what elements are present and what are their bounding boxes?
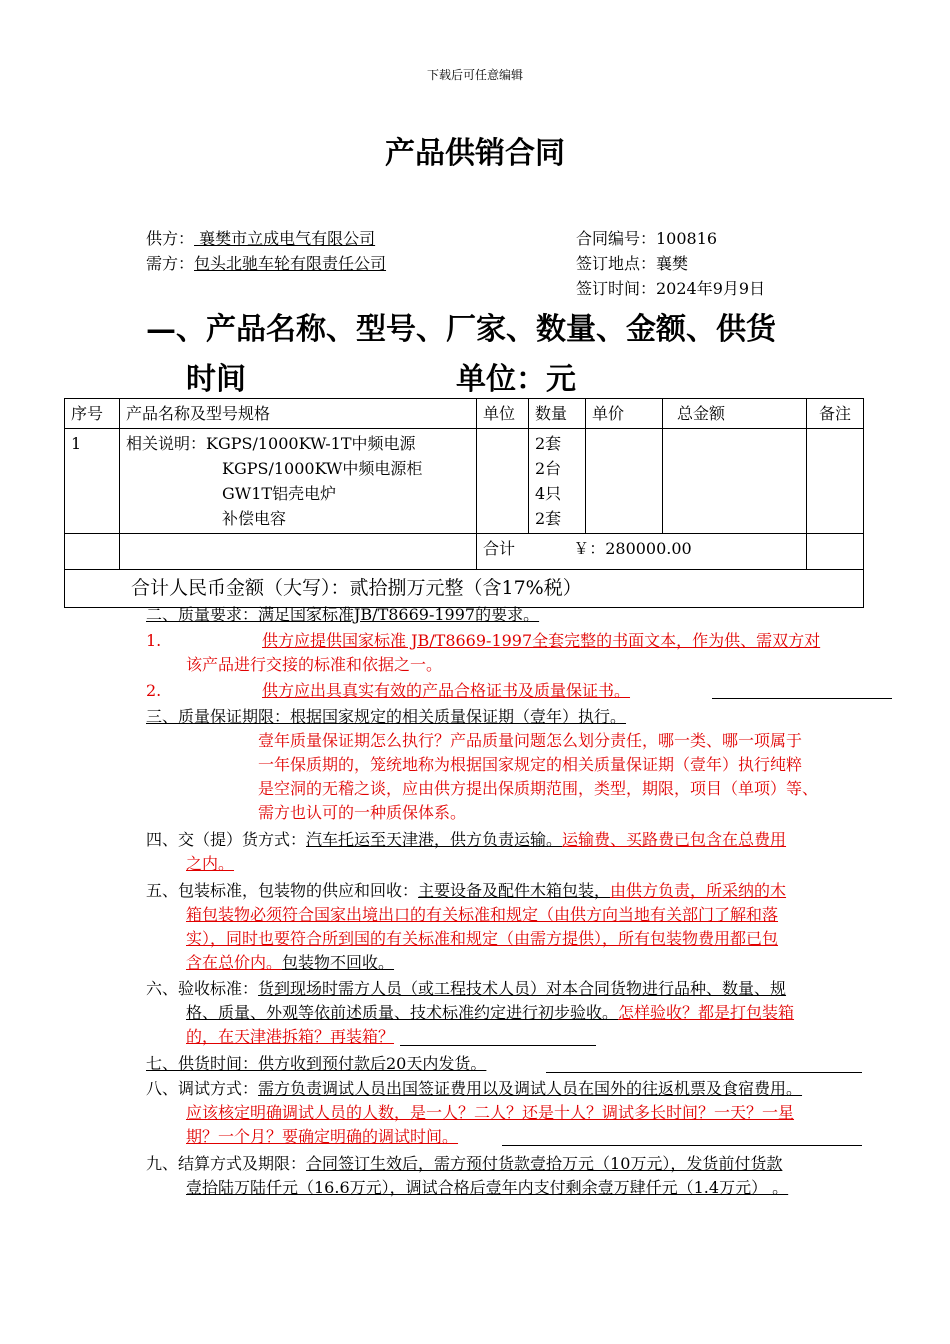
item-quantity: 2套 [535, 509, 562, 528]
section2-quality: 二、质量要求：满足国家标准JB/T8669-1997的要求。 [146, 605, 540, 624]
item-name: KGPS/1000KW中频电源柜 [222, 459, 423, 478]
col-header: 备注 [807, 399, 864, 429]
item-quantities [529, 429, 586, 534]
section4-delivery [146, 828, 786, 852]
item-name: 补偿电容 [222, 509, 287, 528]
section2-item1-cont: 该产品进行交接的标准和依据之一。 [186, 655, 443, 674]
underline-rule [502, 1145, 862, 1146]
rmb-total-row [65, 570, 864, 608]
section1-heading-time: 时间 [186, 362, 246, 397]
section3-text: 三、质量保证期限：根据国家规定的相关质量保证期（壹年）执行。 [146, 707, 627, 726]
section4-label: 四、交（提）货方式： [146, 830, 307, 849]
rmb-total: 合计人民币金额（大写）：贰拾捌万元整（含17%税） [65, 570, 864, 608]
underline-rule [546, 1072, 862, 1073]
section5-note: 含在总价内。 [186, 953, 283, 972]
sign-place: 签订地点：襄樊 [576, 254, 689, 273]
section3-note: 需方也认可的一种质保体系。 [258, 803, 467, 822]
section8-commissioning [146, 1077, 802, 1101]
item-quantity: 2台 [535, 459, 562, 478]
section6-label: 六、验收标准： [146, 979, 259, 998]
section5-label: 五、包装标准，包装物的供应和回收： [146, 881, 419, 900]
section8-note: 应该核定明确调试人员的人数，是一人？二人？还是十人？调试多长时间？一天？一星 [186, 1103, 795, 1122]
supplier-label: 供方： [146, 229, 195, 248]
total-value: ￥：280000.00 [573, 539, 692, 558]
section5-text: 主要设备及配件木箱包装， [418, 881, 611, 900]
table-header-row [65, 399, 864, 429]
section7-text: 七、供货时间：供方收到预付款后20天内发货。 [146, 1054, 487, 1073]
document-title: 产品供销合同 [385, 136, 565, 171]
section5-note: 实），同时也要符合所到国的有关标准和规定（由需方提供），所有包装物费用都已包 [186, 929, 779, 948]
supplier-line [146, 226, 375, 249]
item-quantity: 4只 [535, 484, 562, 503]
item-name: GW1T铝壳电炉 [222, 484, 337, 503]
section6-line2 [186, 1001, 794, 1025]
section9-text: 合同签订生效后，需方预付货款壹拾万元（10万元），发货前付货款 [306, 1154, 783, 1173]
supplier-name: 襄樊市立成电气有限公司 [194, 229, 376, 248]
section2-item2: 供方应出具真实有效的产品合格证书及质量保证书。 [262, 681, 631, 700]
buyer-name: 包头北驰车轮有限责任公司 [194, 254, 387, 273]
header-note: 下载后可任意编辑 [426, 68, 523, 82]
section3-warranty [146, 705, 626, 729]
section8-note: 期？一个月？要确定明确的调试时间。 [186, 1127, 459, 1146]
col-header: 数量 [529, 399, 586, 429]
item-name: 相关说明：KGPS/1000KW-1T中频电源 [126, 434, 416, 453]
section6-text: 格、质量、外观等依前述质量、技术标准约定进行初步验收。 [186, 1003, 619, 1022]
section3-note: 一年保质期的，笼统地称为根据国家规定的相关质量保证期（壹年）执行纯粹 [258, 755, 803, 774]
contract-number: 合同编号：100816 [576, 229, 718, 248]
product-table [64, 398, 864, 608]
col-header: 总金额 [663, 399, 807, 429]
col-header: 单位 [477, 399, 529, 429]
col-header: 单价 [586, 399, 663, 429]
section5-end [186, 951, 434, 975]
col-header: 序号 [65, 399, 120, 429]
item-quantity: 2套 [535, 434, 562, 453]
section5-text: 包装物不回收。 [282, 953, 395, 972]
section5-note: 由供方负责，所采纳的木 [610, 881, 787, 900]
section6-text: 货到现场时需方人员（或工程技术人员）对本合同货物进行品种、数量、规 [258, 979, 787, 998]
section1-heading: —、产品名称、型号、厂家、数量、金额、供货 [146, 312, 776, 347]
total-row [65, 534, 864, 570]
section2-item1: 供方应提供国家标准 JB/T8669-1997全套完整的书面文本，作为供、需双方对 [262, 631, 821, 650]
row-number: 1 [65, 429, 120, 534]
section7-time [146, 1052, 486, 1076]
section9-label: 九、结算方式及期限： [146, 1154, 307, 1173]
section4-text: 汽车托运至天津港，供方负责运输。 [306, 830, 563, 849]
total-cell [477, 534, 807, 570]
section6-note-cont: 的，在天津港拆箱？再装箱？ [186, 1027, 395, 1046]
section3-note: 是空洞的无稽之谈，应由供方提出保质期范围，类型，期限，项目（单项）等、 [258, 779, 819, 798]
section5-packaging [146, 879, 786, 903]
section2-item2-number: 2. [146, 681, 162, 700]
section6-acceptance [146, 977, 786, 1001]
section9-text-cont: 壹拾陆万陆仟元（16.6万元），调试合格后壹年内支付剩余壹万肆仟元（1.4万元） 。 [186, 1178, 789, 1197]
section4-note-cont: 之内。 [186, 854, 235, 873]
col-header: 产品名称及型号规格 [120, 399, 477, 429]
table-row [65, 429, 864, 534]
sign-time: 签订时间：2024年9月9日 [576, 279, 766, 298]
section3-note: 壹年质量保证期怎么执行？产品质量问题怎么划分责任，哪一类、哪一项属于 [258, 731, 803, 750]
underline-rule [712, 698, 892, 699]
section1-unit: 单位：元 [456, 362, 576, 397]
section4-note: 运输费、买路费已包含在总费用 [562, 830, 787, 849]
section8-text: 需方负责调试人员出国签证费用以及调试人员在国外的往返机票及食宿费用。 [258, 1079, 803, 1098]
section2-item1-number: 1. [146, 631, 162, 650]
section9-settlement [146, 1152, 782, 1176]
section8-label: 八、调试方式： [146, 1079, 259, 1098]
underline-rule [400, 1045, 596, 1046]
section5-note: 箱包装物必须符合国家出境出口的有关标准和规定（由供方向当地有关部门了解和落 [186, 905, 779, 924]
item-names [120, 429, 477, 534]
buyer-label: 需方： [146, 254, 195, 273]
section6-note: 怎样验收？都是打包装箱 [618, 1003, 795, 1022]
buyer-line [146, 251, 386, 274]
total-label: 合计 [483, 539, 516, 558]
